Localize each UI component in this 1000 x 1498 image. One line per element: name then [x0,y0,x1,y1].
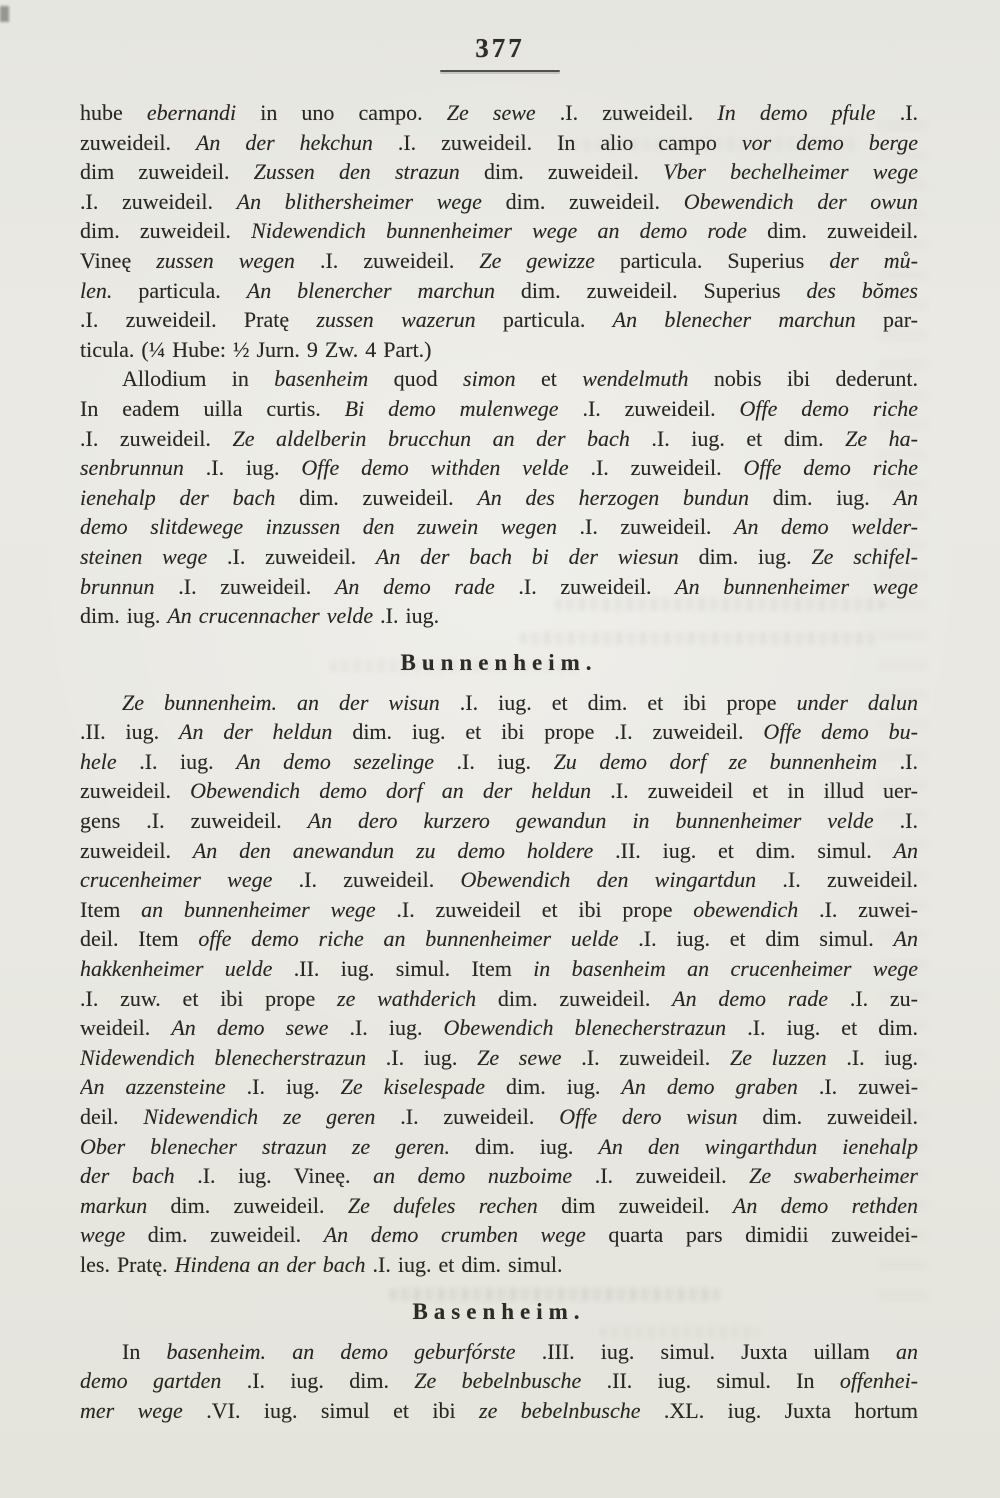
page-body [80,98,918,1425]
text-line: dim zuweideil. Zussen den strazun dim. zuweideil. Vber bechelheimer wege [80,159,918,185]
text-line: In basenheim. an demo geburfórste .III. iug. simul. Juxta uillam an [122,1338,918,1364]
text-line: brunnun .I. zuweideil. An demo rade .I. zuweideil. An bunnenheimer wege [80,573,918,599]
paragraph [80,98,918,364]
text-line: steinen wege .I. zuweideil. An der bach bi der wiesun dim. iug. Ze schifel- [80,543,918,569]
text-line: wege dim. zuweideil. An demo crumben wege quarta pars dimidii zuweidei- [80,1222,918,1248]
section-heading: Bunnenheim. [400,649,598,675]
text-line: gens .I. zuweideil. An dero kurzero gewandun in bunnenheimer velde .I. [80,808,918,834]
text-line: Nidewendich blenecherstrazun .I. iug. Ze sewe .I. zuweideil. Ze luzzen .I. iug. [80,1044,918,1070]
text-line: Ober blenecher strazun ze geren. dim. iug. An den wingarthdun ienehalp [80,1133,918,1159]
text-line: les. Pratę. Hindena an der bach .I. iug. et dim. simul. [80,1251,563,1277]
text-line: An azzensteine .I. iug. Ze kiselespade dim. iug. An demo graben .I. zuwei- [80,1074,918,1100]
text-line: weideil. An demo sewe .I. iug. Obewendich blenecherstrazun .I. iug. et dim. [80,1015,918,1041]
text-line: len. particula. An blenercher marchun dim. zuweideil. Superius des bŏmes [80,277,918,303]
text-line: hele .I. iug. An demo sezelinge .I. iug. Zu demo dorf ze bunnenheim .I. [80,748,918,774]
paragraph [80,688,918,1280]
text-line: .II. iug. An der heldun dim. iug. et ibi prope .I. zuweideil. Offe demo bu- [80,719,918,745]
text-line: ienehalp der bach dim. zuweideil. An des herzogen bundun dim. iug. An [80,484,918,510]
paragraph [80,1337,918,1426]
text-line: ticula. (¼ Hube: ½ Jurn. 9 Zw. 4 Part.) [80,336,432,362]
text-line: deil. Item offe demo riche an bunnenheimer uelde .I. iug. et dim simul. An [80,926,918,952]
text-line: zuweideil. Obewendich demo dorf an der heldun .I. zuweideil et in illud uer- [80,778,918,804]
text-line: senbrunnun .I. iug. Offe demo withden velde .I. zuweideil. Offe demo riche [80,455,918,481]
text-line: deil. Nidewendich ze geren .I. zuweideil. Offe dero wisun dim. zuweideil. [80,1104,918,1129]
text-line: markun dim. zuweideil. Ze dufeles rechen dim zuweideil. An demo rethden [80,1192,918,1218]
text-line: demo slitdewege inzussen den zuwein wegen .I. zuweideil. An demo welder- [80,514,918,540]
text-line: .I. zuweideil. An blithersheimer wege dim. zuweideil. Obewendich der owun [80,188,918,214]
text-line: dim. zuweideil. Nidewendich bunnenheimer wege an demo rode dim. zuweideil. [80,218,918,244]
paragraph [80,364,918,630]
text-line: Ze bunnenheim. an der wisun .I. iug. et dim. et ibi prope under dalun [122,689,918,715]
page-number-rule [440,70,560,72]
page-header [0,0,1000,72]
text-line: der bach .I. iug. Vineę. an demo nuzboime .I. zuweideil. Ze swaberheimer [80,1163,918,1189]
text-line: demo gartden .I. iug. dim. Ze bebelnbusche .II. iug. simul. In offenhei- [80,1368,918,1394]
text-line: .I. zuw. et ibi prope ze wathderich dim. zuweideil. An demo rade .I. zu- [80,985,918,1011]
text-line: .I. zuweideil. Pratę zussen wazerun particula. An blenecher marchun par- [80,307,918,333]
text-line: Vineę zussen wegen .I. zuweideil. Ze gewizze particula. Superius der mů- [80,247,918,273]
text-line: hakkenheimer uelde .II. iug. simul. Item in basenheim an crucenheimer wege [80,956,918,982]
text-line: zuweideil. An der hekchun .I. zuweideil. In alio campo vor demo berge [80,129,918,155]
page-number: 377 [475,33,525,63]
text-line: dim. iug. An crucennacher velde .I. iug. [80,603,440,629]
section-heading: Basenheim. [412,1298,586,1324]
text-line: hube ebernandi in uno campo. Ze sewe .I. zuweideil. In demo pfule .I. [80,100,918,125]
text-line: Item an bunnenheimer wege .I. zuweideil et ibi prope obewendich .I. zuwei- [80,896,918,922]
text-line: .I. zuweideil. Ze aldelberin brucchun an der bach .I. iug. et dim. Ze ha- [80,425,918,451]
text-line: mer wege .VI. iug. simul et ibi ze bebelnbusche .XL. iug. Juxta hortum [80,1397,918,1423]
text-line: In eadem uilla curtis. Bi demo mulenwege .I. zuweideil. Offe demo riche [80,395,918,421]
text-line: crucenheimer wege .I. zuweideil. Obewendich den wingartdun .I. zuweideil. [80,867,918,893]
text-line: Allodium in basenheim quod simon et wendelmuth nobis ibi dederunt. [122,366,918,392]
text-line: zuweideil. An den anewandun zu demo holdere .II. iug. et dim. simul. An [80,837,918,863]
